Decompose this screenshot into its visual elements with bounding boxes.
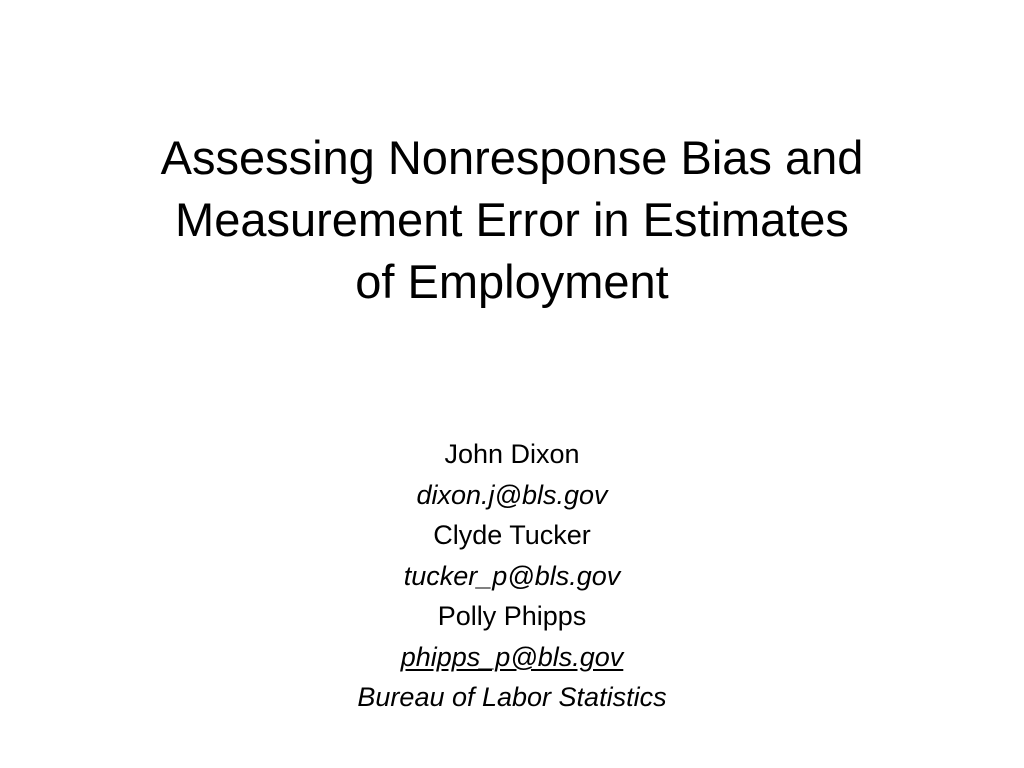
author-email-1: dixon.j@bls.gov xyxy=(416,479,608,510)
author-name-3: Polly Phipps xyxy=(437,601,587,631)
title-line-3: of Employment xyxy=(355,255,669,308)
author-email-2: tucker_p@bls.gov xyxy=(403,560,621,591)
slide-title xyxy=(60,127,964,313)
author-name-1: John Dixon xyxy=(444,439,580,469)
author-email-link-3[interactable]: phipps_p@bls.gov xyxy=(400,641,624,672)
author-block xyxy=(112,434,912,718)
organization-name: Bureau of Labor Statistics xyxy=(357,682,667,712)
title-line-2: Measurement Error in Estimates xyxy=(175,193,849,246)
title-line-1: Assessing Nonresponse Bias and xyxy=(160,131,864,184)
author-name-2: Clyde Tucker xyxy=(433,520,591,550)
